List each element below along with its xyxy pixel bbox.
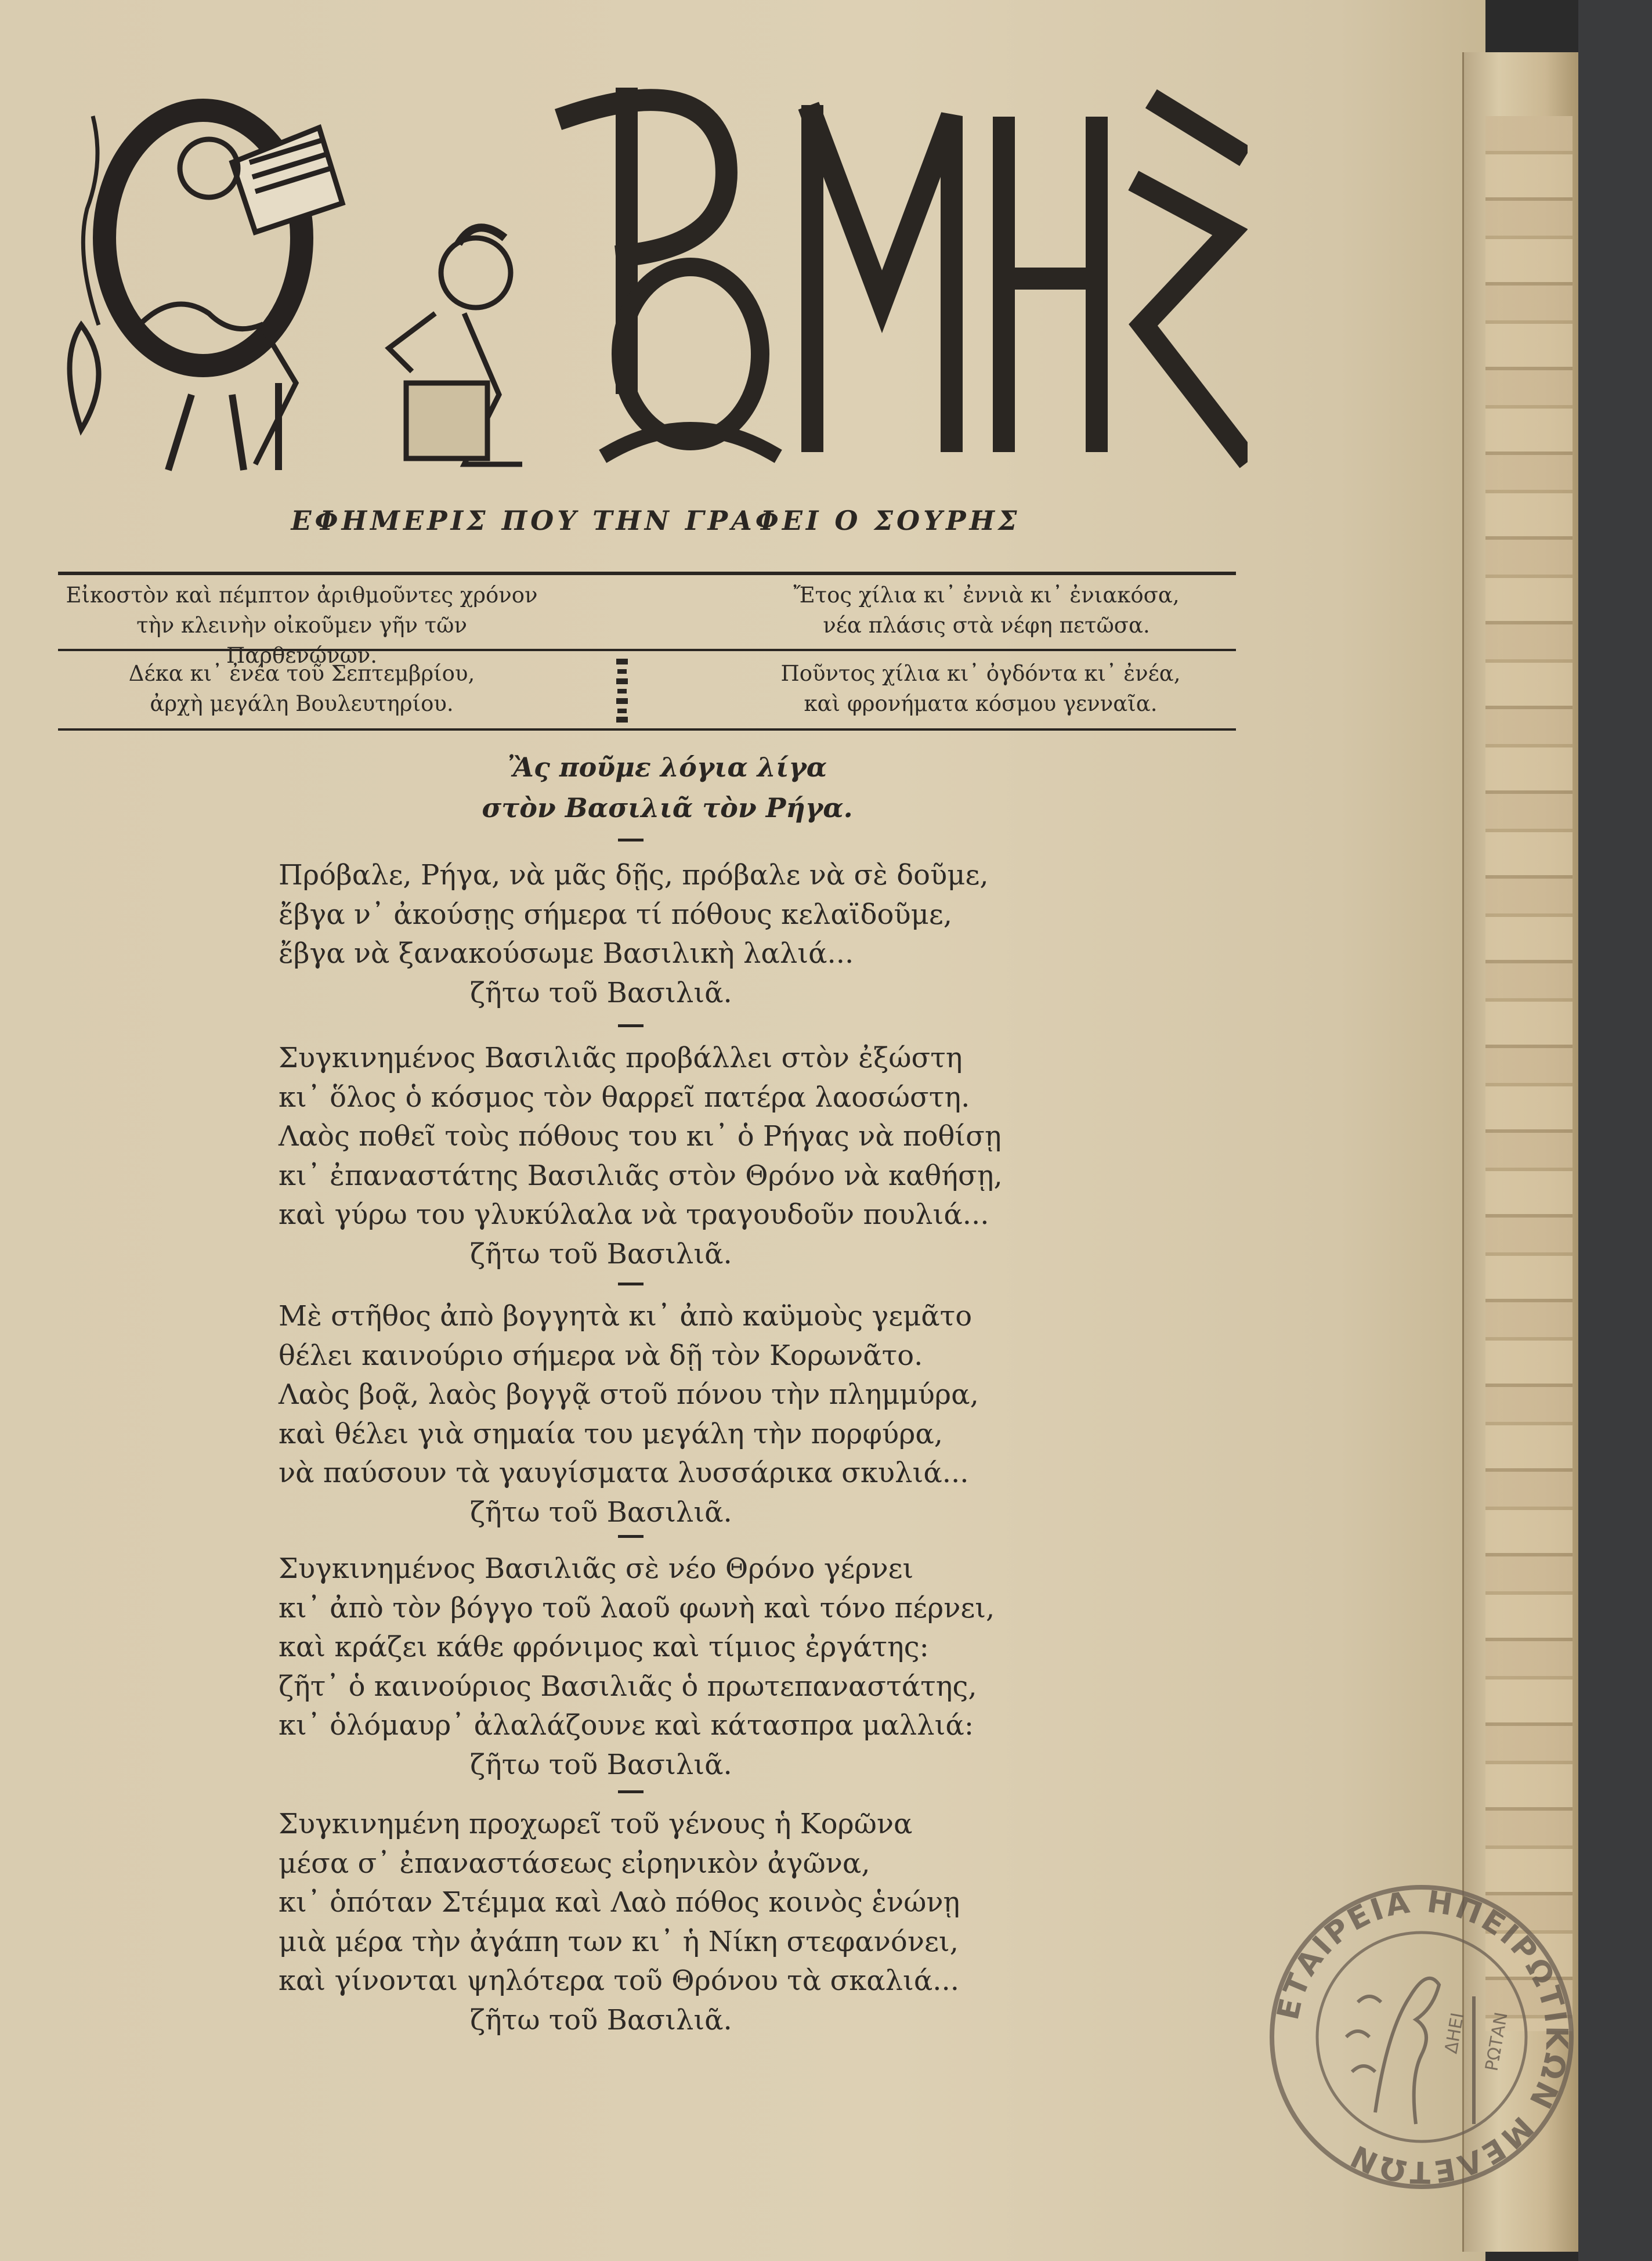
poem-line: καὶ γύρω του γλυκύλαλα νὰ τραγουδοῦν πουλιά... [279,1198,989,1231]
poem-line: κι᾽ ἀπὸ τὸν βόγγο τοῦ λαοῦ φωνὴ καὶ τόνο πέρνει, [279,1591,995,1624]
poem-title-line-1: Ἂς ποῦμε λόγια λίγα [507,752,827,783]
stanza-separator [618,1790,644,1793]
stamp-inner-text: ΡΩΤΑΝ [1481,2010,1512,2073]
header-rule-top [58,572,1236,575]
poem-line: καὶ γίνονται ψηλότερα τοῦ Θρόνου τὰ σκαλιά... [279,1964,960,1997]
masthead-logo [58,81,1248,482]
stamp-seal-icon [1265,1880,1578,2194]
poem-line: καὶ κράζει κάθε φρόνιμος καὶ τίμιος ἐργάτης: [279,1631,929,1663]
poem-title-line-2: στὸν Βασιλιᾶ τὸν Ρήγα. [482,792,853,824]
stanza-separator [618,839,644,841]
poem-line: Συγκινημένη προχωρεῖ τοῦ γένους ἡ Κορῶνα [279,1808,913,1840]
poem-stanza-1 [279,856,1091,1013]
info-line: καὶ φρονήματα κόσμου γενναῖα. [804,691,1158,716]
poem-line: ἔβγα ν᾽ ἀκούσῃς σήμερα τί πόθους κελαϊδοῦμε, [279,898,952,931]
info-line: Εἰκοστὸν καὶ πέμπτον ἀριθμοῦντες χρόνον [66,583,538,608]
info-bottom-right [754,659,1207,719]
library-stamp [1265,1880,1578,2194]
poem-refrain: ζῆτω τοῦ Βασιλιᾶ. [470,1748,732,1781]
info-top-left [64,580,540,671]
info-line: Ποῦντος χίλια κι᾽ ὀγδόντα κι᾽ ἐνέα, [780,661,1181,686]
poem-line: μιὰ μέρα τὴν ἀγάπη των κι᾽ ἡ Νίκη στεφανόνει, [279,1925,959,1958]
masthead-illustration [58,81,1248,482]
info-line: τὴν κλεινὴν οἰκοῦμεν γῆν τῶν Παρθενώνων. [136,613,467,668]
poem-stanza-5 [279,1805,1091,2040]
stanza-separator [618,1535,644,1538]
info-line: Δέκα κι᾽ ἐνέα τοῦ Σεπτεμβρίου, [128,661,475,686]
stanza-separator [618,1024,644,1027]
poem-stanza-3 [279,1297,1091,1532]
info-line: νέα πλάσις στὰ νέφη πετῶσα. [823,613,1150,638]
poem-stanza-2 [279,1039,1091,1274]
poem-line: Συγκινημένος Βασιλιᾶς προβάλλει στὸν ἐξώστη [279,1042,963,1074]
info-bottom-left [87,659,516,719]
poem-refrain: ζῆτω τοῦ Βασιλιᾶ. [470,2003,732,2036]
torn-page-edges [1485,116,1573,2031]
poem-line: Πρόβαλε, Ρήγα, νὰ μᾶς δῇς, πρόβαλε νὰ σὲ δοῦμε, [279,859,989,891]
book-binding [1578,0,1652,2261]
poem-line: Λαὸς βοᾷ, λαὸς βογγᾷ στοῦ πόνου τὴν πλημμύρα, [279,1378,979,1411]
issue-number-ornament [615,659,629,723]
poem-stanza-4 [279,1550,1091,1785]
poem-line: καὶ θέλει γιὰ σημαία του μεγάλη τὴν πορφύρα, [279,1417,944,1450]
poem-line: Συγκινημένος Βασιλιᾶς σὲ νέο Θρόνο γέρνει [279,1552,914,1585]
poem-line: νὰ παύσουν τὰ γαυγίσματα λυσσάρικα σκυλιά... [279,1457,969,1489]
stanza-separator [618,1283,644,1285]
stamp-inner-text: ΔΗΕΙ [1441,2011,1469,2056]
newspaper-subtitle: ΕΦΗΜΕΡΙΣ ΠΟΥ ΤΗΝ ΓΡΑΦΕΙ Ο ΣΟΥΡΗΣ [291,505,1021,536]
header-rule-bottom [58,728,1236,731]
info-top-right [766,580,1207,641]
poem-line: κι᾽ ὅλος ὁ κόσμος τὸν θαρρεῖ πατέρα λαοσώστη. [279,1081,970,1114]
poem-refrain: ζῆτω τοῦ Βασιλιᾶ. [470,1237,732,1270]
poem-line: θέλει καινούριο σήμερα νὰ δῇ τὸν Κορωνᾶτο. [279,1339,923,1372]
poem-line: Λαὸς ποθεῖ τοὺς πόθους του κι᾽ ὁ Ρήγας νὰ ποθίσῃ [279,1120,1002,1153]
poem-line: μέσα σ᾽ ἐπαναστάσεως εἰρηνικὸν ἀγῶνα, [279,1847,870,1880]
poem-line: ζῆτ᾽ ὁ καινούριος Βασιλιᾶς ὁ πρωτεπαναστάτης, [279,1670,977,1703]
info-line: ἀρχὴ μεγάλη Βουλευτηρίου. [150,691,454,716]
stamp-ring-text: ΕΤΑΙΡΕΙΑ ΗΠΕΙΡΩΤΙΚΩΝ ΜΕΛΕΤΩΝ [1270,1884,1574,2190]
poem-refrain: ζῆτω τοῦ Βασιλιᾶ. [470,976,732,1009]
poem-line: Μὲ στῆθος ἀπὸ βογγητὰ κι᾽ ἀπὸ καϋμοὺς γεμᾶτο [279,1300,973,1332]
info-line: Ἔτος χίλια κι᾽ ἐννιὰ κι᾽ ἐνιακόσα, [793,583,1180,608]
poem-line: κι᾽ ἐπαναστάτης Βασιλιᾶς στὸν Θρόνο νὰ καθήσῃ, [279,1159,1003,1192]
poem-line: ἔβγα νὰ ξανακούσωμε Βασιλικὴ λαλιά... [279,937,854,970]
poem-line: κι᾽ ὁπόταν Στέμμα καὶ Λαὸ πόθος κοινὸς ἑνώνῃ [279,1886,960,1919]
poem-refrain: ζῆτω τοῦ Βασιλιᾶ. [470,1496,732,1529]
poem-line: κι᾽ ὁλόμαυρ᾽ ἀλαλάζουνε καὶ κάτασπρα μαλλιά: [279,1709,974,1742]
